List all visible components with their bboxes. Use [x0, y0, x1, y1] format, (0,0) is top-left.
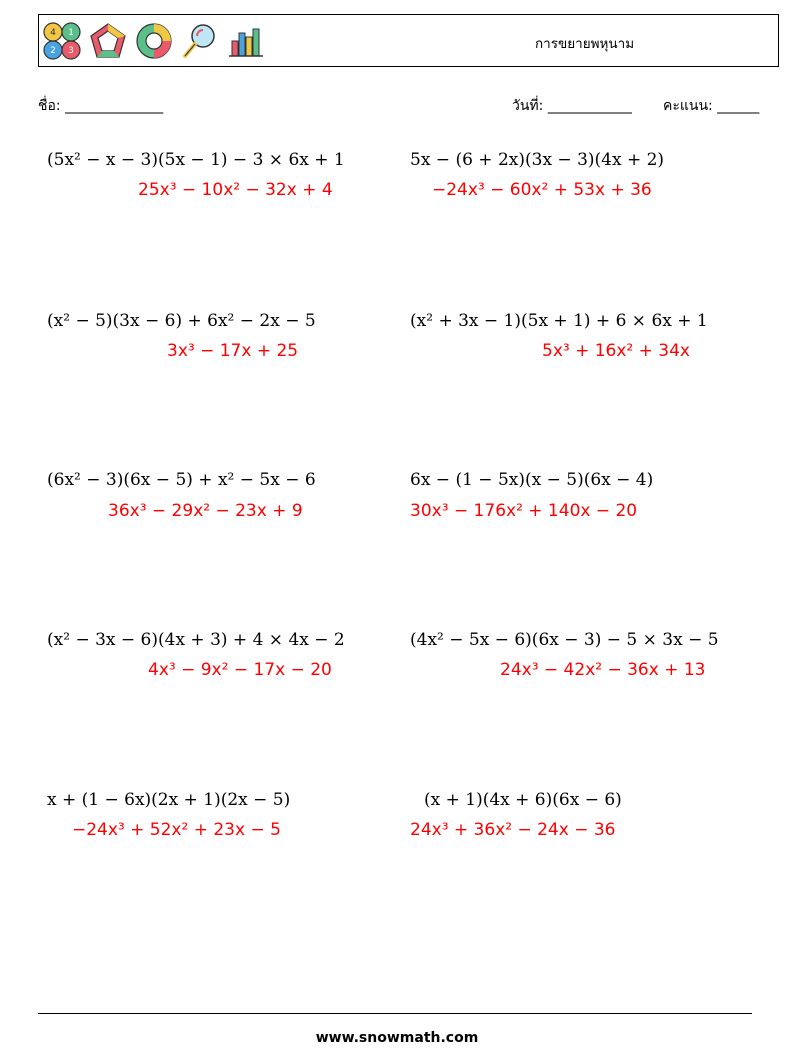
problem-3-answer: 3x³ − 17x + 25 [167, 341, 299, 361]
worksheet-title: การขยายพหุนาม [535, 36, 635, 52]
problem-8-answer: 24x³ − 42x² − 36x + 13 [500, 660, 706, 680]
problem-6-answer: 30x³ − 176x² + 140x − 20 [410, 501, 638, 521]
problem-2-question: 5x − (6 + 2x)(3x − 3)(4x + 2) [410, 150, 665, 170]
date-field: วันที่: ____________ [512, 98, 632, 114]
svg-text:4: 4 [50, 28, 56, 38]
ring-chart-icon [134, 21, 174, 61]
problem-3-question: (x² − 5)(3x − 6) + 6x² − 2x − 5 [47, 311, 316, 331]
logo-strip [42, 19, 266, 63]
svg-text:3: 3 [68, 46, 74, 56]
pentagon-icon [88, 21, 128, 61]
footer-url[interactable]: www.snowmath.com [315, 1030, 479, 1046]
worksheet-header [38, 14, 779, 67]
problem-4-question: (x² + 3x − 1)(5x + 1) + 6 × 6x + 1 [410, 311, 708, 331]
problem-2-answer: −24x³ − 60x² + 53x + 36 [432, 180, 652, 200]
svg-text:1: 1 [68, 28, 74, 38]
problem-9-answer: −24x³ + 52x² + 23x − 5 [72, 820, 281, 840]
footer-divider [38, 1013, 752, 1014]
problem-10-question: (x + 1)(4x + 6)(6x − 6) [424, 790, 622, 810]
score-field: คะแนน: ______ [663, 98, 760, 114]
problem-9-question: x + (1 − 6x)(2x + 1)(2x − 5) [47, 790, 291, 810]
problem-1-question: (5x² − x − 3)(5x − 1) − 3 × 6x + 1 [47, 150, 345, 170]
problem-1-answer: 25x³ − 10x² − 32x + 4 [138, 180, 333, 200]
problem-8-question: (4x² − 5x − 6)(6x − 3) − 5 × 3x − 5 [410, 630, 719, 650]
problem-10-answer: 24x³ + 36x² − 24x − 36 [410, 820, 616, 840]
magnifier-icon [180, 21, 220, 61]
svg-text:2: 2 [50, 46, 56, 56]
problem-6-question: 6x − (1 − 5x)(x − 5)(6x − 4) [410, 470, 654, 490]
bar-chart-icon [226, 21, 266, 61]
problem-7-question: (x² − 3x − 6)(4x + 3) + 4 × 4x − 2 [47, 630, 345, 650]
problem-7-answer: 4x³ − 9x² − 17x − 20 [148, 660, 332, 680]
name-field: ชื่อ: ______________ [38, 98, 164, 114]
numbers-icon [42, 21, 82, 61]
problem-5-question: (6x² − 3)(6x − 5) + x² − 5x − 6 [47, 470, 316, 490]
problem-4-answer: 5x³ + 16x² + 34x [542, 341, 690, 361]
problem-5-answer: 36x³ − 29x² − 23x + 9 [108, 501, 303, 521]
